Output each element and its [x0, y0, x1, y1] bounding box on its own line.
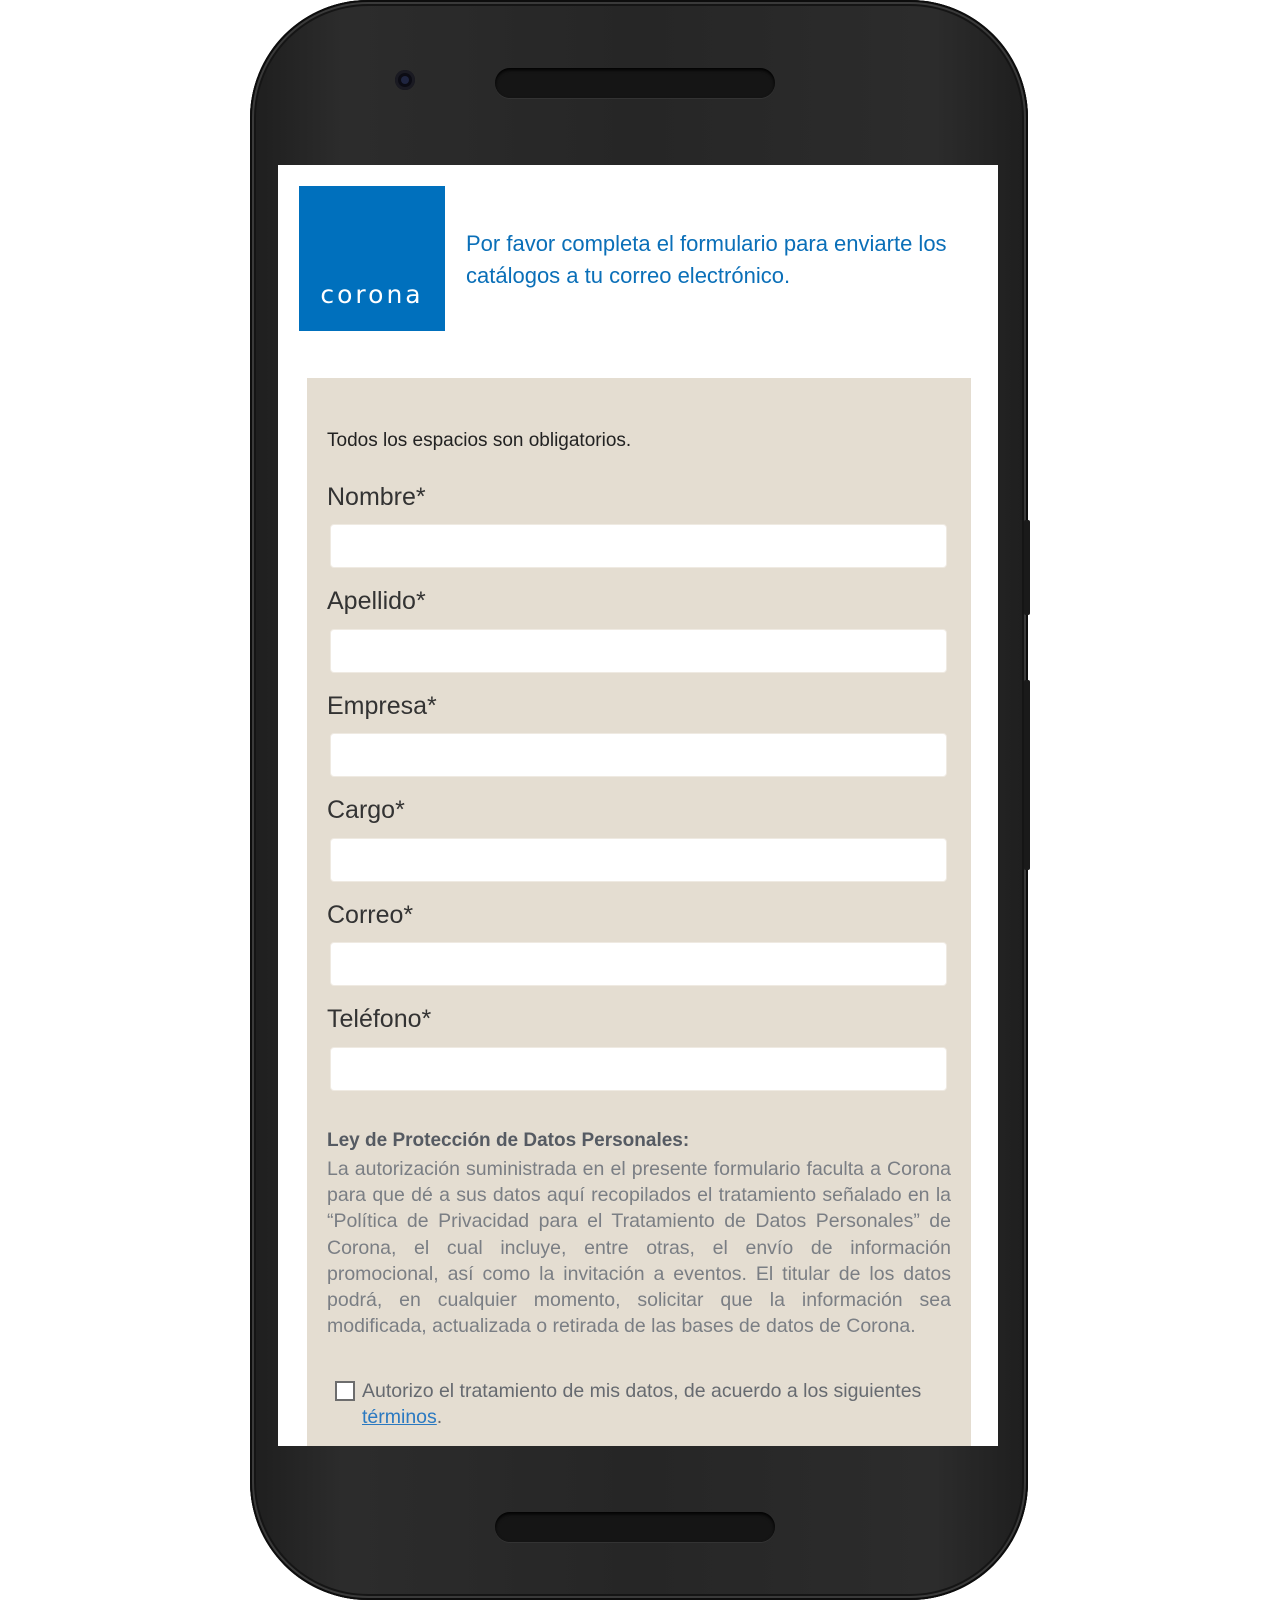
volume-button — [1024, 680, 1030, 870]
legal-body: La autorización suministrada en el presente formulario faculta a Corona para que dé a sus datos aquí recopilados el tratamiento señalado en la “Política de Privacidad para el Tratamiento de Datos Personales” de Corona, el cual incluye, entre otras, el envío de información promocional, así como la invitación a eventos. El titular de los datos podrá, en cualquier momento, solicitar que la información sea modificada, actualizada o retirada de las bases de datos de Corona. — [327, 1158, 951, 1338]
nombre-label: Nombre* — [327, 483, 426, 511]
telefono-label: Teléfono* — [327, 1005, 432, 1033]
power-button — [1024, 520, 1030, 615]
correo-input[interactable] — [330, 942, 947, 986]
telefono-input[interactable] — [330, 1047, 947, 1091]
terms-link[interactable]: términos — [362, 1406, 437, 1428]
empresa-label: Empresa* — [327, 692, 437, 720]
logo-text: corona — [320, 280, 424, 309]
consent-suffix: . — [436, 1406, 443, 1428]
consent-checkbox[interactable] — [335, 1381, 355, 1401]
empresa-input[interactable] — [330, 733, 947, 777]
cargo-input[interactable] — [330, 838, 947, 882]
correo-label: Correo* — [327, 901, 414, 929]
intro-text: Por favor completa el formulario para enviarte los catálogos a tu correo electrónico. — [466, 231, 947, 288]
catalog-request-form — [307, 378, 971, 1446]
earpiece-speaker — [495, 68, 775, 98]
apellido-label: Apellido* — [327, 587, 426, 615]
cargo-label: Cargo* — [327, 796, 405, 824]
nombre-input[interactable] — [330, 524, 947, 568]
consent-row — [335, 1378, 945, 1430]
consent-text — [362, 1378, 945, 1430]
corona-logo — [299, 186, 445, 331]
legal-title: Ley de Protección de Datos Personales: — [327, 1130, 690, 1151]
consent-label: Autorizo el tratamiento de mis datos, de acuerdo a los siguientes — [362, 1380, 922, 1402]
bottom-speaker — [495, 1512, 775, 1542]
phone-screen — [278, 165, 998, 1446]
apellido-input[interactable] — [330, 629, 947, 673]
camera-icon — [395, 70, 415, 90]
required-note: Todos los espacios son obligatorios. — [327, 430, 632, 451]
